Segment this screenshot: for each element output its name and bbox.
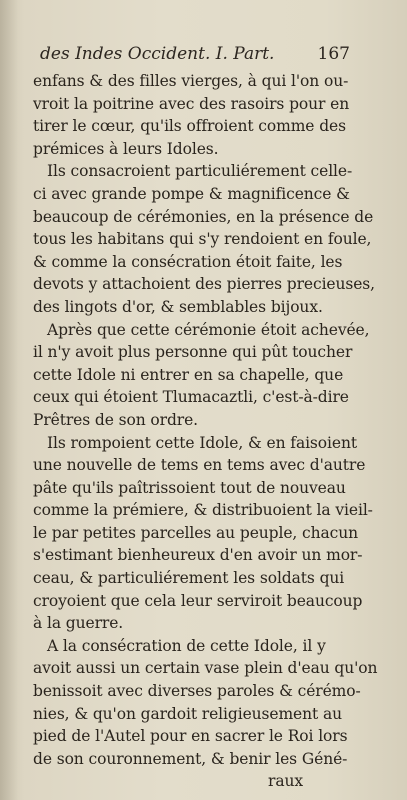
- text-line: prémices à leurs Idoles.: [33, 139, 219, 158]
- text-line: à la guerre.: [33, 614, 124, 633]
- text-line: avoit aussi un certain vase plein d'eau qu'on: [33, 659, 378, 678]
- text-line: le par petites parcelles au peuple, chacun: [33, 523, 359, 542]
- text-line: Prêtres de son ordre.: [33, 410, 198, 429]
- text-line: devots y attachoient des pierres precieuses,: [33, 275, 375, 294]
- text-line: cette Idole ni entrer en sa chapelle, que: [33, 365, 344, 384]
- text-line: Après que cette cérémonie étoit achevée,: [47, 320, 370, 339]
- body-text: [33, 70, 378, 793]
- text-line: une nouvelle de tems en tems avec d'autre: [33, 456, 366, 475]
- text-line: beaucoup de cérémonies, en la présence de: [33, 207, 374, 226]
- text-line: tous les habitans qui s'y rendoient en foule,: [33, 230, 372, 249]
- text-line: des lingots d'or, & semblables bijoux.: [33, 297, 323, 316]
- text-line: Ils consacroient particuliérement celle-: [47, 162, 353, 181]
- text-line: pied de l'Autel pour en sacrer le Roi lors: [33, 727, 348, 746]
- text-line: s'estimant bienheureux d'en avoir un mor-: [33, 546, 363, 565]
- text-line: A la consécration de cette Idole, il y: [47, 636, 326, 655]
- catchword: raux: [268, 772, 303, 791]
- text-line: pâte qu'ils paîtrissoient tout de nouveau: [33, 478, 346, 497]
- text-line: tirer le cœur, qu'ils offroient comme des: [33, 117, 346, 136]
- text-line: ceau, & particuliérement les soldats qui: [33, 569, 345, 588]
- text-line: ceux qui étoient Tlumacaztli, c'est-à-dire: [33, 388, 349, 407]
- text-line: il n'y avoit plus personne qui pût toucher: [33, 343, 353, 362]
- text-line: de son couronnement, & benir les Géné-: [33, 749, 348, 768]
- spine-shadow: [0, 0, 18, 800]
- text-line: enfans & des filles vierges, à qui l'on ou-: [33, 72, 349, 90]
- running-head: des Indes Occident. I. Part.: [40, 44, 275, 64]
- text-line: vroit la poitrine avec des rasoirs pour en: [33, 94, 350, 113]
- text-line: Ils rompoient cette Idole, & en faisoient: [47, 433, 357, 452]
- text-line: benissoit avec diverses paroles & cérémo-: [33, 682, 361, 701]
- text-line: nies, & qu'on gardoit religieusement au: [33, 704, 342, 723]
- text-line: & comme la consécration étoit faite, les: [33, 252, 343, 271]
- page-header: [40, 44, 350, 66]
- text-line: ci avec grande pompe & magnificence &: [33, 184, 350, 203]
- text-line: croyoient que cela leur serviroit beaucoup: [33, 591, 363, 610]
- text-line: comme la prémiere, & distribuoient la vieil-: [33, 501, 373, 520]
- page-number: 167: [317, 44, 350, 64]
